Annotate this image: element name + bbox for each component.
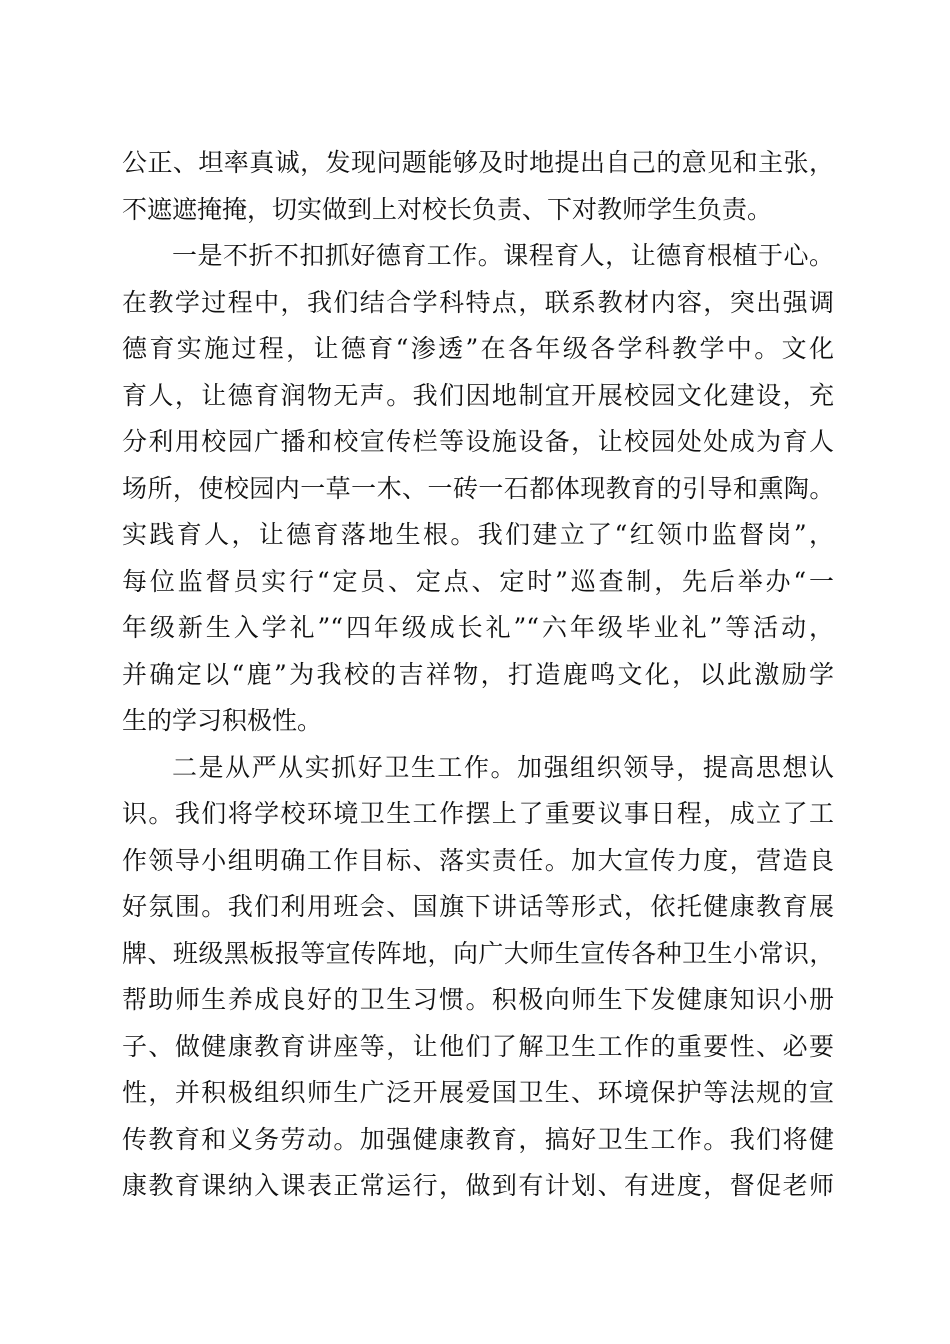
text-line: 并确定以“鹿”为我校的吉祥物，打造鹿鸣文化，以此激励学 [122, 659, 834, 689]
text-line: 在教学过程中，我们结合学科特点，联系教材内容，突出强调 [122, 287, 834, 317]
text-line: 识。我们将学校环境卫生工作摆上了重要议事日程，成立了工 [122, 799, 834, 828]
text-line: 德育实施过程，让德育“渗透”在各年级各学科教学中。文化 [122, 334, 834, 363]
text-line: 作领导小组明确工作目标、落实责任。加大宣传力度，营造良 [122, 845, 834, 875]
document-body [122, 140, 834, 1210]
text-line: 牌、班级黑板报等宣传阵地，向广大师生宣传各种卫生小常识， [122, 938, 834, 968]
paragraph-heading-line: 一是不折不扣抓好德育工作。课程育人，让德育根植于心。 [172, 241, 834, 270]
text-line: 性，并积极组织师生广泛开展爱国卫生、环境保护等法规的宣 [122, 1078, 834, 1107]
text-line: 公正、坦率真诚，发现问题能够及时地提出自己的意见和主张， [122, 148, 834, 177]
text-line: 每位监督员实行“定员、定点、定时”巡查制，先后举办“一 [122, 566, 834, 596]
text-line: 实践育人，让德育落地生根。我们建立了“红领巾监督岗”， [122, 520, 834, 549]
text-line: 康教育课纳入课表正常运行，做到有计划、有进度，督促老师 [122, 1171, 834, 1200]
text-line: 育人，让德育润物无声。我们因地制宜开展校园文化建设，充 [122, 380, 834, 410]
text-line: 传教育和义务劳动。加强健康教育，搞好卫生工作。我们将健 [122, 1124, 834, 1154]
text-line: 好氛围。我们利用班会、国旗下讲话等形式，依托健康教育展 [122, 892, 834, 921]
text-line: 分利用校园广播和校宣传栏等设施设备，让校园处处成为育人 [122, 427, 834, 456]
text-line: 场所，使校园内一草一木、一砖一石都体现教育的引导和熏陶。 [122, 473, 834, 503]
text-line: 生的学习积极性。 [122, 706, 323, 735]
text-line: 子、做健康教育讲座等，让他们了解卫生工作的重要性、必要 [122, 1031, 834, 1061]
text-line: 年级新生入学礼”“四年级成长礼”“六年级毕业礼”等活动， [122, 613, 834, 642]
paragraph-heading-line: 二是从严从实抓好卫生工作。加强组织领导，提高思想认 [172, 752, 834, 782]
text-line: 帮助师生养成良好的卫生习惯。积极向师生下发健康知识小册 [122, 985, 834, 1014]
text-line: 不遮遮掩掩，切实做到上对校长负责、下对教师学生负责。 [122, 194, 773, 224]
